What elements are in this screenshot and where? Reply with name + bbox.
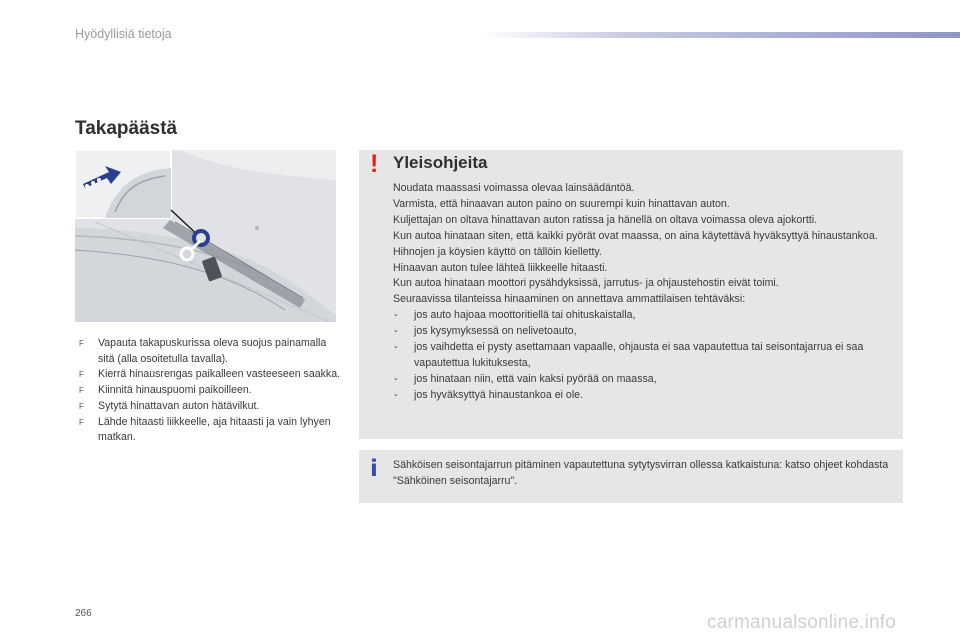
step-item: F Kierrä hinausrengas paikalleen vasteeseen saakka. [79,367,344,383]
info-text: Sähköisen seisontajarrun pitäminen vapautettuna sytytysvirran ollessa katkaistuna: katso ohjeet kohdasta "Sähköinen seisontajarru". [393,459,889,487]
warning-paragraph: Noudata maassasi voimassa olevaa lainsäädäntöä. [393,182,635,194]
warning-list-item: - jos hinataan niin, että vain kaksi pyörää on maassa, [394,372,657,385]
checkbox-bullet-icon: F [79,370,84,380]
warning-list-item: - jos kysymyksessä on nelivetoauto, [394,325,577,338]
checkbox-bullet-icon: F [79,386,84,396]
warning-list-item: - jos vaihdetta ei pysty asettamaan vapaalle, ohjausta ei saa vapautettua tai seisontajarrua ei saa vapautettua lukituksesta, [394,341,864,369]
header-decor-bar [480,32,960,38]
steps-list [79,336,344,446]
tow-ring-illustration [75,150,336,322]
warning-paragraph: Varmista, että hinaavan auton paino on suurempi kuin hinattavan auton. [393,197,730,210]
warning-paragraph: Hinaavan auton tulee lähteä liikkeelle hitaasti. [393,261,608,274]
warning-title: Yleisohjeita [393,153,488,172]
section-title: Takapäästä [75,118,178,139]
step-item: F Sytytä hinattavan auton hätävilkut. [79,399,344,415]
step-item: F Lähde hitaasti liikkeelle, aja hitaasti ja vain lyhyen matkan. [79,415,331,444]
step-item: F Vapauta takapuskurissa oleva suojus painamalla sitä (alla osoitetulla tavalla). [79,337,327,365]
checkbox-bullet-icon: F [79,417,84,427]
warning-list-item: - jos auto hajoaa moottoritiellä tai ohituskaistalla, [394,309,636,322]
warning-body [393,181,893,404]
warning-paragraph: Kuljettajan on oltava hinattavan auton ratissa ja hänellä on oltava voimassa oleva ajokortti. [393,213,818,226]
step-item: F Kiinnitä hinauspuomi paikoilleen. [79,383,344,399]
info-icon: i [370,456,378,482]
header-title: Hyödyllisiä tietoja [75,27,172,41]
checkbox-bullet-icon: F [79,339,84,348]
warning-list-item: - jos hyväksyttyä hinaustankoa ei ole. [394,388,584,401]
warning-paragraph: Kun autoa hinataan moottori pysähdyksissä, jarrutus- ja ohjaustehostin eivät toimi. [393,277,779,290]
page-number: 266 [75,608,92,619]
warning-paragraph: Seuraavissa tilanteissa hinaaminen on annettava ammattilaisen tehtäväksi: [393,293,746,306]
warning-paragraph: Kun autoa hinataan siten, että kaikki pyörät ovat maassa, on aina käytettävä hyväksyttyä hinaustankoa. Hihnojen ja köysien käyttö on tällöin kielletty. [393,229,878,258]
checkbox-bullet-icon: F [79,401,84,411]
warning-icon: ! [370,150,379,178]
watermark: carmanualsonline.info [707,612,897,633]
bumper-drawing [75,150,336,322]
